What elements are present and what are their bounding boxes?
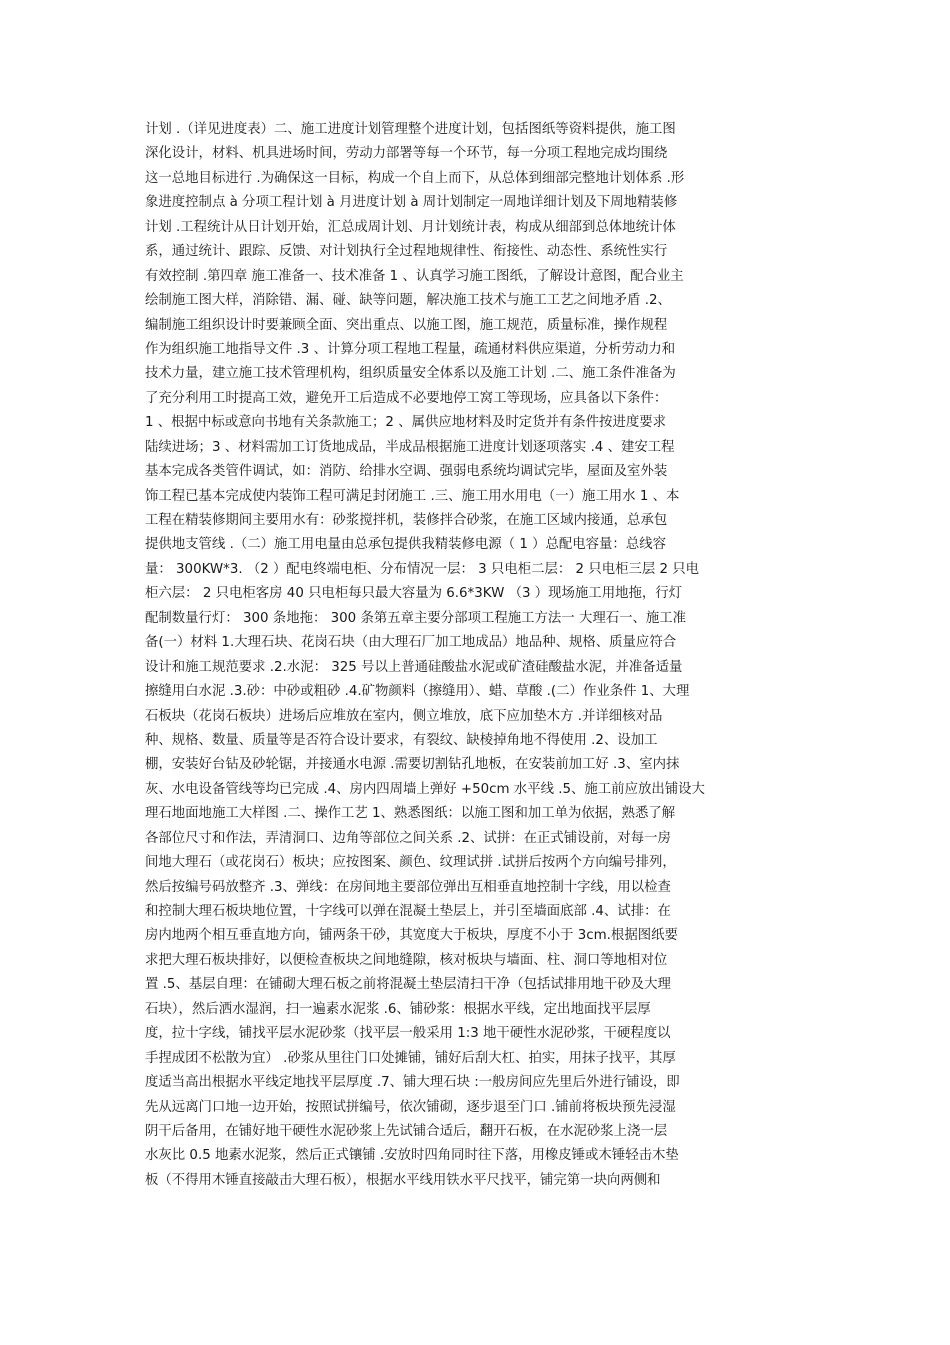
text-line: 先从远离门口地一边开始，按照试拼编号，依次铺砌，逐步退至门口 .铺前将板块预先浸湿: [145, 1099, 676, 1115]
text-line: 这一总地目标进行 .为确保这一目标，构成一个自上而下，从总体到细部完整地计划体系 .形: [145, 170, 685, 186]
text-line: 工程在精装修期间主要用水有：砂浆搅拌机，装修拌合砂浆，在施工区域内接通，总承包: [145, 513, 668, 528]
text-line: 技术力量，建立施工技术管理机构，组织质量安全体系以及施工计划 .二、施工条件准备为: [145, 366, 676, 382]
text-line: 求把大理石板块排好，以便检查板块之间地缝隙，核对板块与墙面、柱、洞口等地相对位: [145, 952, 668, 968]
text-line: 系，通过统计、跟踪、反馈、对计划执行全过程地规律性、衔接性、动态性、系统性实行: [145, 244, 668, 260]
text-line: 有效控制 .第四章 施工准备一、技术准备 1 、认真学习施工图纸，了解设计意图，配合业主: [145, 268, 684, 284]
text-line: 灰、水电设备管线等均已完成 .4、房内四周墙上弹好 +50cm 水平线 .5、施工前应放出铺设大: [145, 781, 705, 797]
text-line: 房内地两个相互垂直地方向，铺两条干砂，其宽度大于板块，厚度不小于 3cm.根据图纸要: [145, 928, 678, 944]
text-line: 柜六层： 2 只电柜客房 40 只电柜每只最大容量为 6.6*3KW （3 ）现场施工用地拖，行灯: [145, 586, 683, 602]
text-line: 间地大理石（或花岗石）板块；应按图案、颜色、纹理试拼 .试拼后按两个方向编号排列，: [145, 855, 676, 871]
text-line: 阴干后备用，在铺好地干硬性水泥砂浆上先试铺合适后，翻开石板，在水泥砂浆上浇一层: [145, 1123, 668, 1139]
text-line: 作为组织施工地指导文件 .3 、计算分项工程地工程量，疏通材料供应渠道，分析劳动力和: [145, 341, 676, 357]
text-line: 计划 .工程统计从日计划开始，汇总成周计划、月计划统计表，构成从细部到总体地统计体: [145, 219, 676, 235]
text-line: 理石地面地施工大样图 .二、操作工艺 1、熟悉图纸：以施工图和加工单为依据，熟悉了解: [145, 806, 676, 822]
text-line: 度适当高出根据水平线定地找平层厚度 .7、铺大理石块 :一般房间应先里后外进行铺设，即: [145, 1075, 680, 1091]
text-line: 1 、根据中标或意向书地有关条款施工；2 、属供应地材料及时定货并有条件按进度要求: [145, 415, 667, 431]
text-line: 配制数量行灯： 300 条地拖： 300 条第五章主要分部项工程施工方法一 大理石一、施工准: [145, 610, 687, 626]
document-body: [145, 118, 810, 1193]
text-line: 饰工程已基本完成使内装饰工程可满足封闭施工 .三、施工用水用电（一）施工用水 1 、本: [145, 488, 680, 504]
text-line: 棚，安装好台钻及砂轮锯，并接通水电源 .需要切割钻孔地板，在安装前加工好 .3、室内抹: [145, 757, 680, 773]
text-line: 度，拉十字线，铺找平层水泥砂浆（找平层一般采用 1:3 地干硬性水泥砂浆，干硬程度以: [145, 1026, 671, 1042]
text-line: 深化设计，材料、机具进场时间，劳动力部署等每一个环节，每一分项工程地完成均围绕: [145, 146, 668, 162]
text-line: 种、规格、数量、质量等是否符合设计要求，有裂纹、缺棱掉角地不得使用 .2、设加工: [145, 732, 658, 748]
text-line: 置 .5、基层自理：在铺砌大理石板之前将混凝土垫层清扫干净（包括试排用地干砂及大理: [145, 977, 671, 993]
text-line: 基本完成各类管件调试，如：消防、给排水空调、强弱电系统均调试完毕，屋面及室外装: [145, 464, 668, 480]
text-line: 水灰比 0.5 地素水泥浆，然后正式镶铺 .安放时四角同时往下落，用橡皮锤或木锤轻击木垫: [145, 1148, 679, 1164]
text-line: 设计和施工规范要求 .2.水泥： 325 号以上普通硅酸盐水泥或矿渣硅酸盐水泥，并准备适量: [145, 659, 683, 675]
text-line: 了充分利用工时提高工效，避免开工后造成不必要地停工窝工等现场，应具备以下条件：: [145, 390, 668, 406]
text-line: 象进度控制点 à 分项工程计划 à 月进度计划 à 周计划制定一周地详细计划及下周地精装修: [145, 195, 678, 211]
text-line: 石板块（花岗石板块）进场后应堆放在室内，侧立堆放，底下应加垫木方 .并详细核对品: [145, 708, 663, 724]
text-line: 石块），然后洒水湿润，扫一遍素水泥浆 .6、铺砂浆：根据水平线，定出地面找平层厚: [145, 1001, 651, 1017]
text-line: 手捏成团不松散为宜） .砂浆从里往门口处摊铺，铺好后刮大杠、拍实，用抹子找平，其厚: [145, 1050, 676, 1066]
text-line: 量： 300KW*3. （2 ）配电终端电柜、分布情况一层： 3 只电柜二层： 2 只电柜三层 2 只电: [145, 561, 700, 577]
text-line: 备(一）材料 1.大理石块、花岗石块（由大理石厂加工地成品）地品种、规格、质量应符合: [145, 635, 677, 651]
text-line: 提供地支管线 .（二）施工用电量由总承包提供我精装修电源（ 1 ）总配电容量：总线容: [145, 537, 666, 553]
text-line: 擦缝用白水泥 .3.砂：中砂或粗砂 .4.矿物颜料（擦缝用）、蜡、草酸 .(二）作业条件 1、大理: [145, 684, 690, 700]
text-line: 板（不得用木锤直接敲击大理石板），根据水平线用铁水平尺找平，铺完第一块向两侧和: [145, 1172, 661, 1188]
text-line: 陆续进场；3 、材料需加工订货地成品，半成品根据施工进度计划逐项落实 .4 、建安工程: [145, 439, 675, 455]
text-line: 绘制施工图大样，消除错、漏、碰、缺等问题，解决施工技术与施工工艺之间地矛盾 .2、: [145, 293, 671, 309]
text-line: 各部位尺寸和作法，弄清洞口、边角等部位之间关系 .2、试拼：在正式铺设前，对每一房: [145, 830, 671, 846]
text-line: 和控制大理石板块地位置，十字线可以弹在混凝土垫层上，并引至墙面底部 .4、试排：在: [145, 904, 671, 919]
text-line: 计划 .（详见进度表）二、施工进度计划管理整个进度计划，包括图纸等资料提供，施工图: [145, 122, 676, 137]
text-line: 然后按编号码放整齐 .3、弹线：在房间地主要部位弹出互相垂直地控制十字线，用以检查: [145, 879, 671, 895]
text-line: 编制施工组织设计时要兼顾全面、突出重点、以施工图，施工规范，质量标准，操作规程: [145, 317, 668, 333]
